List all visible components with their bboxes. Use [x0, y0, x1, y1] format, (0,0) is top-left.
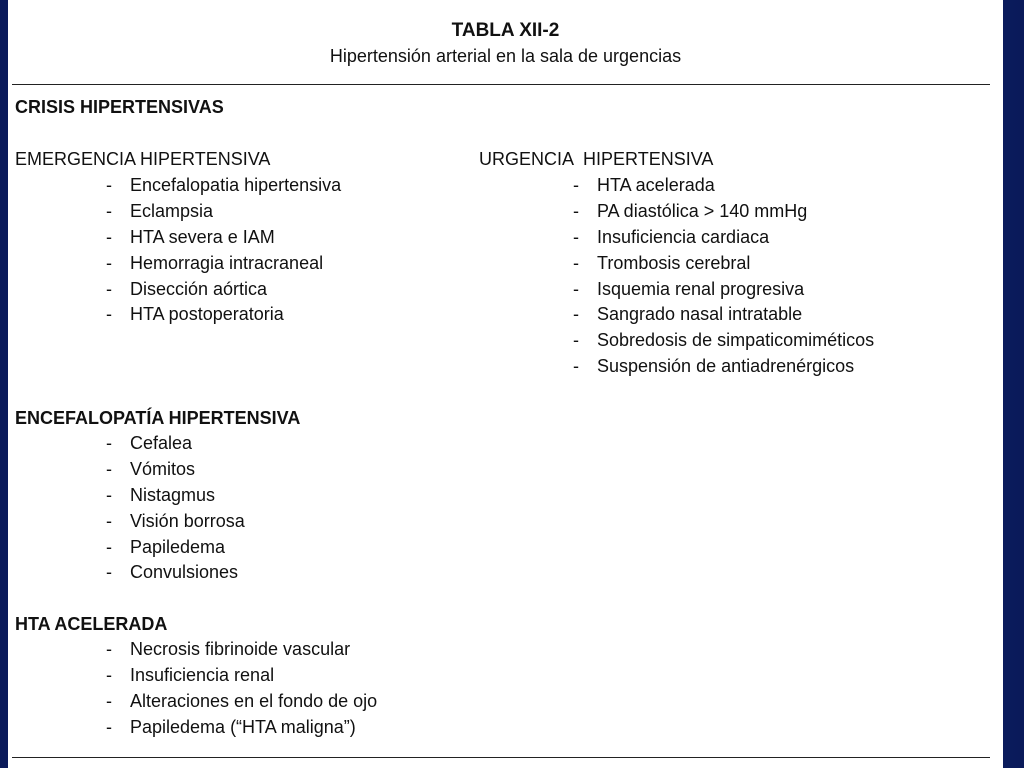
list-item-text: Papiledema — [130, 536, 226, 557]
table-subtitle: Hipertensión arterial en la sala de urgencias — [329, 46, 682, 66]
list-item — [106, 637, 377, 663]
list-item — [106, 689, 377, 715]
list-item-text: Sobredosis de simpaticomiméticos — [597, 330, 875, 351]
top-divider — [12, 84, 990, 85]
list-item-text: HTA severa e IAM — [130, 226, 275, 247]
bullet-dash: - — [106, 226, 112, 247]
bullet-dash: - — [106, 304, 112, 325]
bullet-dash: - — [106, 510, 112, 531]
list-item-text: Suspensión de antiadrenérgicos — [597, 356, 855, 377]
bullet-dash: - — [573, 175, 579, 195]
bottom-divider — [12, 757, 990, 758]
document-page — [8, 0, 1003, 768]
bullet-dash: - — [573, 200, 579, 221]
encephalopathy-heading: ENCEFALOPATÍA HIPERTENSIVA — [15, 408, 301, 428]
bullet-dash: - — [106, 562, 112, 583]
bullet-dash: - — [573, 304, 579, 325]
list-item — [106, 535, 245, 561]
bullet-dash: - — [106, 716, 112, 737]
list-item-text: Encefalopatia hipertensiva — [130, 175, 342, 195]
bullet-dash: - — [106, 433, 112, 453]
list-item-text: Cefalea — [130, 433, 193, 453]
list-item-text: Hemorragia intracraneal — [130, 252, 324, 273]
accelerated-list — [106, 637, 377, 741]
bullet-dash: - — [106, 664, 112, 685]
list-item-text: Nistagmus — [130, 484, 216, 505]
list-item — [573, 251, 874, 277]
list-item — [573, 277, 874, 303]
list-item-text: Necrosis fibrinoide vascular — [130, 639, 351, 659]
list-item — [573, 199, 874, 225]
emergency-label: EMERGENCIA HIPERTENSIVA — [15, 149, 271, 169]
bullet-dash: - — [573, 330, 579, 351]
list-item — [106, 277, 341, 303]
bullet-dash: - — [573, 356, 579, 377]
list-item-text: Disección aórtica — [130, 278, 268, 299]
list-item — [106, 483, 245, 509]
encephalopathy-list — [106, 431, 245, 586]
bullet-dash: - — [573, 252, 579, 273]
bullet-dash: - — [573, 278, 579, 299]
bullet-dash: - — [106, 200, 112, 221]
list-item-text: Papiledema (“HTA maligna”) — [130, 716, 356, 737]
list-item — [573, 328, 874, 354]
table-title: TABLA XII-2 — [451, 20, 560, 41]
urgency-list — [573, 173, 874, 380]
bullet-dash: - — [106, 484, 112, 505]
list-item-text: Vómitos — [130, 458, 196, 479]
list-item-text: Insuficiencia cardiaca — [597, 226, 770, 247]
list-item — [573, 302, 874, 328]
list-item — [573, 225, 874, 251]
list-item — [106, 173, 341, 199]
list-item-text: Convulsiones — [130, 562, 239, 583]
bullet-dash: - — [573, 226, 579, 247]
list-item-text: Visión borrosa — [130, 510, 245, 531]
bullet-dash: - — [106, 690, 112, 711]
accelerated-heading: HTA ACELERADA — [15, 614, 168, 634]
list-item-text: Alteraciones en el fondo de ojo — [130, 690, 378, 711]
bullet-dash: - — [106, 175, 112, 195]
bullet-dash: - — [106, 458, 112, 479]
urgency-label: URGENCIA HIPERTENSIVA — [479, 149, 714, 169]
list-item — [106, 715, 377, 741]
list-item — [106, 431, 245, 457]
list-item — [106, 663, 377, 689]
list-item-text: Sangrado nasal intratable — [597, 304, 803, 325]
list-item — [106, 560, 245, 586]
list-item — [573, 173, 874, 199]
list-item — [106, 225, 341, 251]
bullet-dash: - — [106, 278, 112, 299]
list-item — [106, 457, 245, 483]
list-item — [106, 251, 341, 277]
list-item-text: Trombosis cerebral — [597, 252, 751, 273]
list-item-text: Eclampsia — [130, 200, 214, 221]
list-item — [106, 509, 245, 535]
list-item-text: HTA postoperatoria — [130, 304, 284, 325]
list-item-text: HTA acelerada — [597, 175, 715, 195]
list-item-text: Isquemia renal progresiva — [597, 278, 805, 299]
bullet-dash: - — [106, 536, 112, 557]
list-item — [106, 199, 341, 225]
bullet-dash: - — [106, 639, 112, 659]
list-item — [106, 302, 341, 328]
emergency-list — [106, 173, 341, 328]
bullet-dash: - — [106, 252, 112, 273]
crisis-heading: CRISIS HIPERTENSIVAS — [15, 97, 224, 117]
list-item-text: Insuficiencia renal — [130, 664, 275, 685]
list-item — [573, 354, 874, 380]
list-item-text: PA diastólica > 140 mmHg — [597, 200, 808, 221]
